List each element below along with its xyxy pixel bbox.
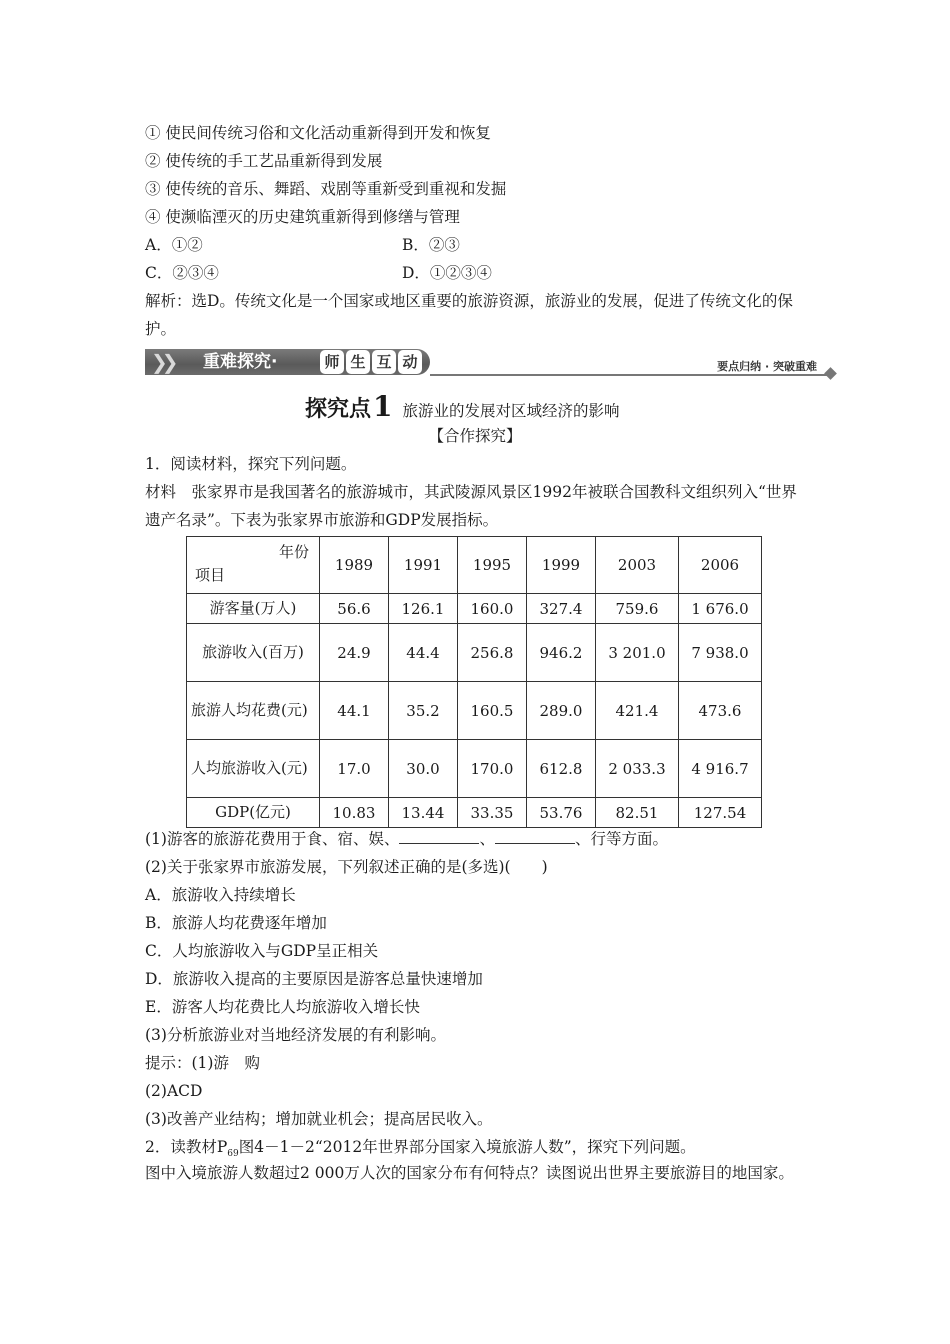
- table-cell: 30.0: [389, 740, 458, 798]
- intro-item-1: ① 使民间传统习俗和文化活动重新得到开发和恢复: [145, 124, 491, 142]
- row-label: 旅游收入(百万): [187, 624, 320, 682]
- table-cell: 3 201.0: [596, 624, 679, 682]
- question-1-1-pre: (1)游客的旅游花费用于食、宿、娱、: [145, 830, 400, 848]
- table-cell: 1 676.0: [679, 594, 762, 624]
- section-banner: [145, 345, 835, 379]
- option-d: D．①②③④: [402, 264, 492, 282]
- table-cell: 10.83: [320, 798, 389, 828]
- option-c: C．②③④: [145, 264, 219, 282]
- data-table: [186, 536, 762, 828]
- header-item-label: 项目: [195, 566, 226, 584]
- year-header: 2003: [596, 537, 679, 594]
- table-cell: 7 938.0: [679, 624, 762, 682]
- hint-line-1: 提示：(1)游 购: [145, 1054, 260, 1072]
- table-row: [187, 798, 762, 828]
- question-1-1: [145, 829, 668, 849]
- table-cell: 17.0: [320, 740, 389, 798]
- table-corner-cell: [187, 537, 320, 594]
- header-year-label: 年份: [278, 543, 309, 561]
- fill-blank[interactable]: [399, 829, 479, 844]
- table-cell: 421.4: [596, 682, 679, 740]
- table-cell: 256.8: [458, 624, 527, 682]
- banner-tag: [320, 350, 422, 374]
- q1-2-option-a: A．旅游收入持续增长: [145, 886, 296, 904]
- table-cell: 24.9: [320, 624, 389, 682]
- year-header: 1995: [458, 537, 527, 594]
- table-cell: 170.0: [458, 740, 527, 798]
- banner-underline: [430, 374, 830, 376]
- table-cell: 946.2: [527, 624, 596, 682]
- table-cell: 160.0: [458, 594, 527, 624]
- hint-line-3: (3)改善产业结构；增加就业机会；提高居民收入。: [145, 1110, 493, 1128]
- hint-line-2: (2)ACD: [145, 1082, 203, 1100]
- banner-tag-char: 生: [346, 350, 370, 374]
- analysis-text: 解析：选D。传统文化是一个国家或地区重要的旅游资源，旅游业的发展，促进了传统文化的保护。: [145, 292, 793, 338]
- year-header: 1991: [389, 537, 458, 594]
- table-cell: 127.54: [679, 798, 762, 828]
- table-cell: 473.6: [679, 682, 762, 740]
- q1-2-option-b: B．旅游人均花费逐年增加: [145, 914, 327, 932]
- table-cell: 126.1: [389, 594, 458, 624]
- question-2-post: 图4－1－2“2012年世界部分国家入境旅游人数”，探究下列问题。: [238, 1138, 696, 1156]
- year-header: 1999: [527, 537, 596, 594]
- option-b: B．②③: [402, 236, 460, 254]
- table-cell: 44.4: [389, 624, 458, 682]
- material-text: 材料 张家界市是我国著名的旅游城市，其武陵源风景区1992年被联合国教科文组织列入“世界遗产名录”。下表为张家界市旅游和GDP发展指标。: [145, 483, 797, 529]
- table-cell: 35.2: [389, 682, 458, 740]
- q1-2-option-c: C．人均旅游收入与GDP呈正相关: [145, 942, 379, 960]
- chevron-right-icon: ❯❯: [151, 350, 173, 374]
- banner-right-label: 要点归纳 · 突破重难: [717, 360, 817, 373]
- table-cell: 13.44: [389, 798, 458, 828]
- table-cell: 289.0: [527, 682, 596, 740]
- intro-item-2: ② 使传统的手工艺品重新得到发展: [145, 152, 383, 170]
- table-cell: 56.6: [320, 594, 389, 624]
- section-number: 1: [373, 390, 393, 423]
- table-cell: 2 033.3: [596, 740, 679, 798]
- table-row: [187, 594, 762, 624]
- table-cell: 33.35: [458, 798, 527, 828]
- section-title: [305, 390, 620, 423]
- cooperative-inquiry-label: 【合作探究】: [428, 427, 522, 445]
- intro-item-4: ④ 使濒临湮灭的历史建筑重新得到修缮与管理: [145, 208, 460, 226]
- intro-item-3: ③ 使传统的音乐、舞蹈、戏剧等重新受到重视和发掘: [145, 180, 507, 198]
- banner-tag-char: 互: [372, 350, 396, 374]
- section-label: 探究点: [305, 397, 372, 422]
- question-1-1-mid: 、: [479, 830, 495, 848]
- table-cell: 327.4: [527, 594, 596, 624]
- question-1-1-post: 、行等方面。: [574, 830, 668, 848]
- row-label: 游客量(万人): [187, 594, 320, 624]
- q1-2-option-e: E．游客人均花费比人均旅游收入增长快: [145, 998, 420, 1016]
- question-1-3: (3)分析旅游业对当地经济发展的有利影响。: [145, 1026, 446, 1044]
- table-cell: 82.51: [596, 798, 679, 828]
- table-cell: 160.5: [458, 682, 527, 740]
- option-a: A．①②: [145, 236, 203, 254]
- table-cell: 759.6: [596, 594, 679, 624]
- table-cell: 4 916.7: [679, 740, 762, 798]
- question-1-intro: 1．阅读材料，探究下列问题。: [145, 455, 357, 473]
- section-subtitle: 旅游业的发展对区域经济的影响: [402, 402, 620, 420]
- table-header-row: [187, 537, 762, 594]
- row-label: 人均旅游收入(元): [187, 740, 320, 798]
- year-header: 2006: [679, 537, 762, 594]
- question-2-text: 图中入境旅游人数超过2 000万人次的国家分布有何特点？读图说出世界主要旅游目的地国家。: [145, 1164, 794, 1182]
- q1-2-option-d: D．旅游收入提高的主要原因是游客总量快速增加: [145, 970, 483, 988]
- fill-blank[interactable]: [495, 829, 575, 844]
- table-row: [187, 682, 762, 740]
- table-cell: 612.8: [527, 740, 596, 798]
- table-cell: 53.76: [527, 798, 596, 828]
- row-label: 旅游人均花费(元): [187, 682, 320, 740]
- table-row: [187, 740, 762, 798]
- question-1-2: (2)关于张家界市旅游发展，下列叙述正确的是(多选)( ): [145, 858, 548, 876]
- banner-tag-char: 动: [398, 350, 422, 374]
- banner-tag-char: 师: [320, 350, 344, 374]
- year-header: 1989: [320, 537, 389, 594]
- table-row: [187, 624, 762, 682]
- question-2-pre: 2．读教材P: [145, 1138, 228, 1156]
- banner-title: 重难探究·: [203, 352, 278, 372]
- diamond-icon: [824, 367, 837, 380]
- row-label: GDP(亿元): [187, 798, 320, 828]
- page-subscript: 69: [227, 1149, 239, 1160]
- table-cell: 44.1: [320, 682, 389, 740]
